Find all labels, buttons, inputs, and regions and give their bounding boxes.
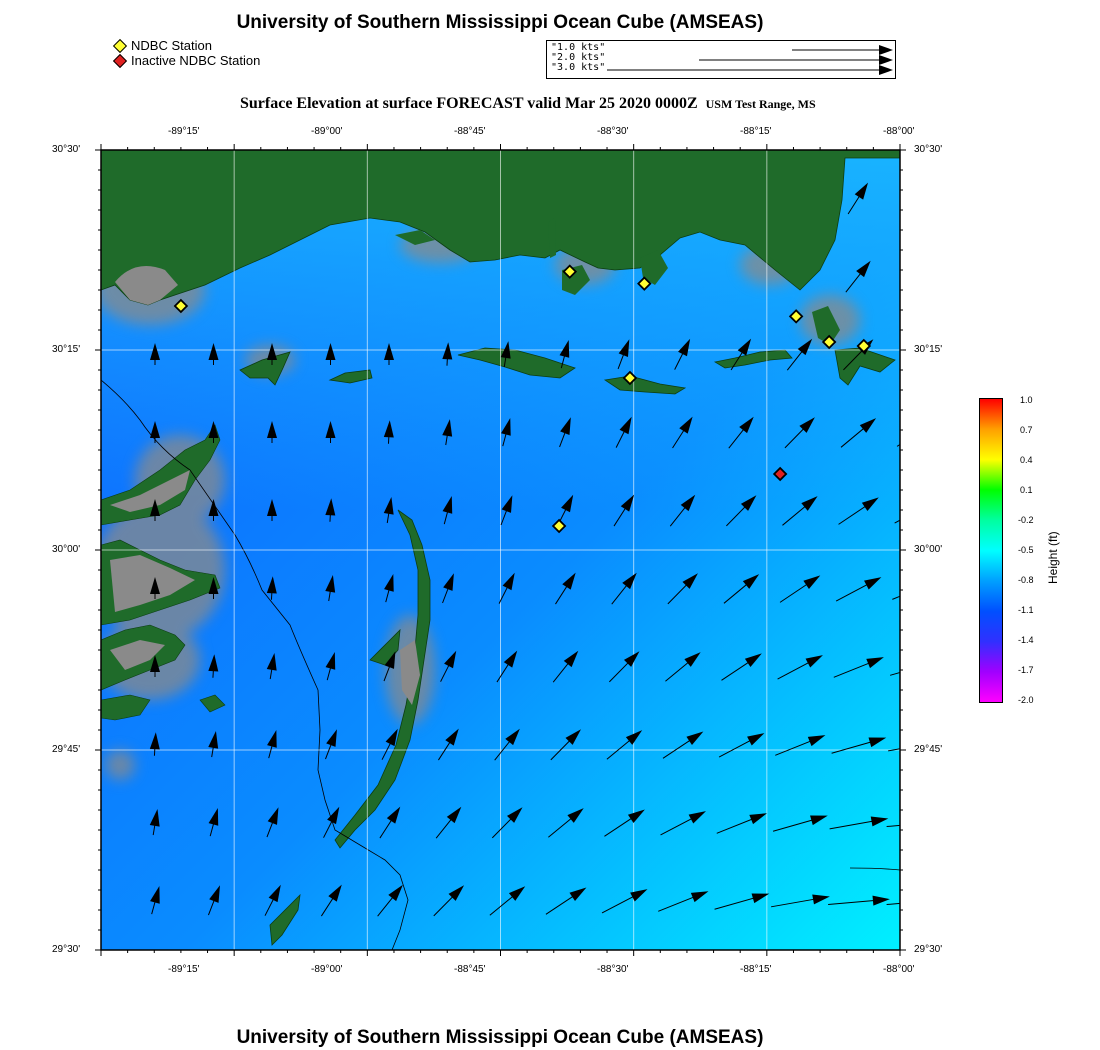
current-vector (902, 264, 929, 292)
map-subtitle: Surface Elevation at surface FORECAST valid Mar 25 2020 0000Z USM Test Range, MS (240, 95, 816, 112)
colorbar-tick: -0.2 (1018, 515, 1034, 525)
colorbar-tick: 0.1 (1020, 485, 1033, 495)
current-vector (897, 422, 934, 447)
top-tick-1: -89°15' (168, 126, 200, 137)
colorbar-title: Height (ft) (1046, 531, 1060, 584)
top-tick-6: -88°00' (883, 126, 915, 137)
current-vector (895, 501, 937, 523)
current-vector (206, 966, 220, 993)
colorbar-tick: -1.1 (1018, 605, 1034, 615)
left-tick-4: 29°45' (52, 744, 81, 755)
current-vector-head (923, 499, 940, 511)
current-vector-head (632, 969, 650, 980)
vector-key-label-2: "2.0 kts" (551, 52, 606, 63)
colorbar-tick: 1.0 (1020, 395, 1033, 405)
left-tick-2: 30°15' (52, 344, 81, 355)
current-vector-head (915, 183, 929, 199)
vector-key-label-3: "3.0 kts" (551, 62, 606, 73)
colorbar-tick: -0.5 (1018, 545, 1034, 555)
current-vector-head (920, 419, 937, 433)
right-tick-4: 29°45' (914, 744, 943, 755)
current-vector-head (931, 818, 948, 828)
colorbar-tick: -0.8 (1018, 575, 1034, 585)
colorbar-tick: 0.4 (1020, 455, 1033, 465)
current-vector (150, 967, 160, 993)
current-vector-head (931, 896, 948, 906)
left-tick-1: 30°30' (52, 144, 81, 155)
current-vector-head (814, 974, 831, 984)
top-tick-2: -89°00' (311, 126, 343, 137)
bottom-tick-5: -88°15' (740, 964, 772, 975)
top-tick-3: -88°45' (454, 126, 486, 137)
page-title: University of Southern Mississippi Ocean Cube (AMSEAS) (236, 12, 764, 33)
current-vector (828, 977, 886, 982)
left-tick-3: 30°00' (52, 544, 81, 555)
colorbar-tick: -1.7 (1018, 665, 1034, 675)
current-vector (543, 969, 585, 991)
current-vector-head (511, 966, 528, 980)
bottom-tick-4: -88°30' (597, 964, 629, 975)
right-tick-3: 30°00' (914, 544, 943, 555)
top-tick-5: -88°15' (740, 126, 772, 137)
current-vector-head (916, 261, 931, 277)
current-vector (713, 975, 768, 985)
vector-key-label-1: "1.0 kts" (551, 42, 606, 53)
current-vector-head (270, 963, 283, 980)
bottom-tick-3: -88°45' (454, 964, 486, 975)
current-vector (263, 966, 281, 994)
current-vector (770, 977, 828, 982)
colorbar-tick: -2.0 (1018, 695, 1034, 705)
bottom-tick-6: -88°00' (883, 964, 915, 975)
current-vector-head (927, 659, 945, 669)
top-tick-4: -88°30' (597, 126, 629, 137)
legend-inactive-label: Inactive NDBC Station (131, 53, 261, 68)
right-tick-1: 30°30' (914, 144, 943, 155)
right-tick-2: 30°15' (914, 344, 943, 355)
legend-active-label: NDBC Station (131, 38, 212, 53)
footer-title: University of Southern Mississippi Ocean Cube (AMSEAS) (236, 1027, 764, 1048)
bottom-tick-1: -89°15' (168, 964, 200, 975)
current-vector-head (572, 967, 589, 979)
current-vector (656, 973, 707, 987)
current-vector (887, 977, 945, 982)
left-tick-5: 29°30' (52, 944, 81, 955)
current-vector (904, 186, 926, 214)
colorbar-tick: 0.7 (1020, 425, 1033, 435)
current-vector-head (210, 963, 222, 980)
current-vector-head (931, 974, 948, 984)
current-vector-head (151, 963, 162, 981)
current-vector (375, 966, 403, 994)
right-tick-5: 29°30' (914, 944, 943, 955)
colorbar (979, 398, 1003, 703)
current-vector (487, 968, 524, 993)
current-vector-head (925, 579, 943, 590)
colorbar-tick: -1.4 (1018, 635, 1034, 645)
bottom-tick-2: -89°00' (311, 964, 343, 975)
current-vector-head (390, 963, 406, 979)
current-vector-head (693, 972, 711, 982)
current-vector-head (873, 974, 890, 984)
